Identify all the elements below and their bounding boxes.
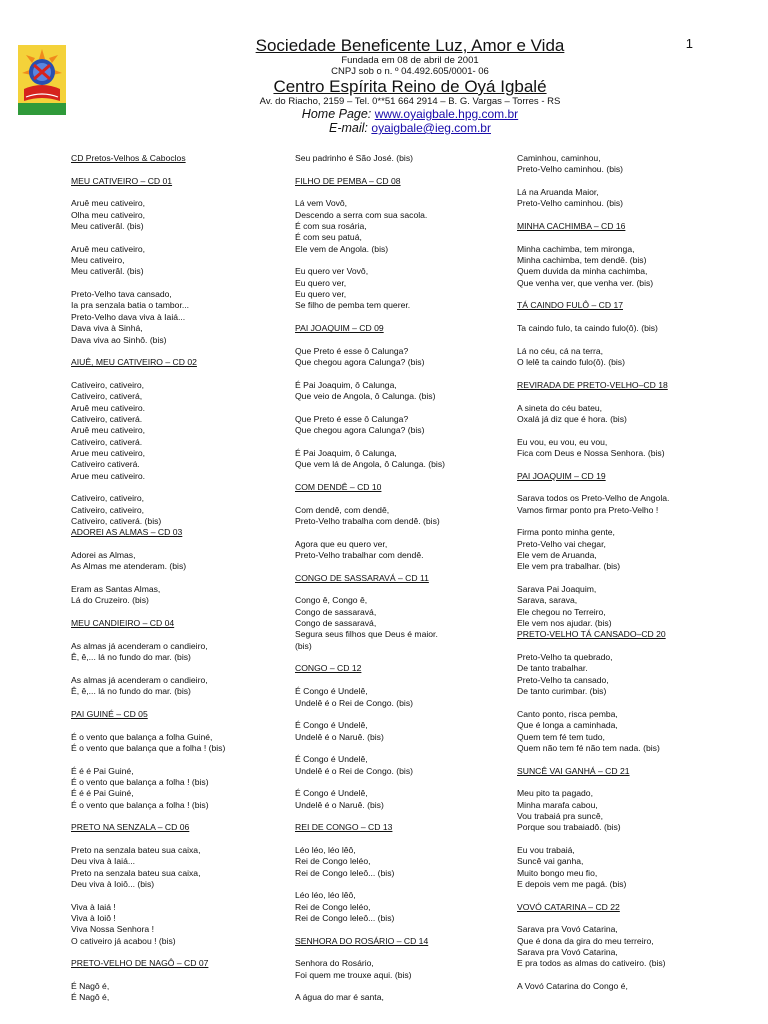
- email-label: E-mail:: [329, 121, 372, 135]
- song-line: Cativeiro, cativerá. (bis): [71, 516, 162, 526]
- block-gap: [295, 652, 505, 663]
- song-line: Ia pra senzala batia o tambor...: [71, 300, 189, 311]
- song-block: [71, 822, 281, 958]
- song-line: O lelê ta caindo fulo(ô). (bis): [517, 357, 625, 368]
- stanza-gap: [71, 232, 281, 243]
- song-block: [71, 153, 281, 164]
- song-line: Que é longa a caminhada,: [517, 720, 618, 731]
- song-line: Eram as Santas Almas,: [71, 584, 161, 595]
- song-block: [295, 663, 505, 822]
- song-heading: FILHO DE PEMBA – CD 08: [295, 175, 401, 186]
- letterhead: [130, 36, 690, 135]
- center-name: Centro Espírita Reino de Oyá Igbalé: [273, 77, 547, 96]
- stanza-gap: [517, 573, 724, 584]
- block-gap: [71, 607, 281, 618]
- song-heading: MEU CATIVEIRO – CD 01: [71, 175, 173, 186]
- song-line: Lá na Aruanda Maior,: [517, 187, 599, 198]
- song-heading: REVIRADA DE PRETO-VELHO–CD 18: [517, 379, 668, 390]
- song-line: Ele vem pra trabalhar. (bis): [517, 561, 621, 572]
- song-line: Senhora do Rosário,: [295, 958, 374, 969]
- song-line: É o vento que balança a folha ! (bis): [71, 776, 209, 787]
- song-line: Cativeiro, cativeiro,: [71, 379, 145, 390]
- song-line: Viva à Ioiô !: [71, 913, 116, 924]
- song-heading: COM DENDÊ – CD 10: [295, 481, 382, 492]
- song-line: O cativeiro já acabou ! (bis): [71, 935, 176, 946]
- page-number: 1: [685, 36, 693, 51]
- song-heading: REI DE CONGO – CD 13: [295, 822, 393, 833]
- song-line: Que chegou agora Calunga? (bis): [295, 357, 425, 368]
- song-line: Lá do Cruzeiro. (bis): [71, 595, 149, 606]
- song-block: [295, 936, 505, 1004]
- song-line: Com dendê, com dendê,: [295, 504, 390, 515]
- song-block: [517, 471, 724, 630]
- song-line: Dava viva ao Sinhô. (bis): [71, 334, 167, 345]
- block-gap: [295, 471, 505, 482]
- text-column-1: [71, 153, 281, 1004]
- stanza-gap: [71, 278, 281, 289]
- song-line: Undelê é o Rei de Congo. (bis): [295, 697, 413, 708]
- song-line: Segura seus filhos que Deus é maior.: [295, 629, 438, 640]
- block-gap: [517, 890, 724, 901]
- song-block: [71, 176, 281, 358]
- cnpj-number: CNPJ sob o n. º 04.492.605/0001- 06: [331, 66, 489, 77]
- song-line: Preto-Velho vai chegar,: [517, 538, 606, 549]
- song-line: Meu cativerâl. (bis): [71, 266, 144, 277]
- song-line: Lá no céu, cá na terra,: [517, 345, 603, 356]
- stanza-gap: [517, 970, 724, 981]
- stanza-gap: [517, 698, 724, 709]
- song-line: Viva Nossa Senhora !: [71, 924, 154, 935]
- stanza-gap: [517, 176, 724, 187]
- song-line: Dava viva à Sinhá,: [71, 323, 143, 334]
- homepage-label: Home Page:: [301, 107, 375, 121]
- song-line: Ele vem nos ajudar. (bis): [517, 618, 612, 629]
- song-line: Rei de Congo leleô... (bis): [295, 867, 395, 878]
- song-line: Vamos firmar ponto pra Preto-Velho !: [517, 504, 659, 515]
- song-line: É Nagô é,: [71, 992, 110, 1003]
- song-heading: PAI GUINÉ – CD 05: [71, 708, 148, 719]
- song-line: Sarava pra Vovó Catarina,: [517, 947, 618, 958]
- song-line: Cativeiro, cativeiro,: [71, 504, 145, 515]
- stanza-gap: [71, 482, 281, 493]
- song-line: Cativeiro cativerá.: [71, 459, 140, 470]
- song-line: Léo léo, léo lêô,: [295, 844, 356, 855]
- song-line: Aruê meu cativeiro.: [71, 402, 146, 413]
- stanza-gap: [71, 663, 281, 674]
- song-line: Quem não tem fé não tem nada. (bis): [517, 742, 660, 753]
- song-line: Caminhou, caminhou,: [517, 153, 601, 163]
- email-link[interactable]: oyaigbale@ieg.com.br: [371, 121, 491, 135]
- song-heading: PRETO-VELHO TÁ CANSADO–CD 20: [517, 629, 666, 640]
- song-line: Preto-Velho trabalhar com dendê.: [295, 550, 424, 561]
- song-line: Preto-Velho dava viva à Iaiá...: [71, 311, 186, 322]
- song-line: Arue meu cativeiro.: [71, 470, 146, 481]
- song-line: Eu quero ver,: [295, 277, 347, 288]
- song-line: Sarava pra Vovó Catarina,: [517, 924, 618, 935]
- block-gap: [295, 924, 505, 935]
- song-line: Cativeiro, cativerá.: [71, 436, 143, 447]
- song-line: As almas já acenderam o candieiro,: [71, 640, 208, 651]
- song-block: [295, 323, 505, 482]
- song-line: Minha marafa cabou,: [517, 799, 598, 810]
- song-line: Olha meu cativeiro,: [71, 209, 146, 220]
- song-line: Undelê é o Rei de Congo. (bis): [295, 765, 413, 776]
- stanza-gap: [517, 335, 724, 346]
- stanza-gap: [295, 255, 505, 266]
- block-gap: [295, 561, 505, 572]
- song-line: Undelê é o Naruê. (bis): [295, 799, 384, 810]
- song-line: Quem duvida da minha cachimba,: [517, 266, 648, 277]
- song-heading: PAI JOAQUIM – CD 09: [295, 323, 384, 334]
- song-line: Agora que eu quero ver,: [295, 538, 388, 549]
- song-line: Descendo a serra com sua sacola.: [295, 209, 428, 220]
- song-line: É o vento que balança a folha Guiné,: [71, 731, 213, 742]
- stanza-gap: [295, 369, 505, 380]
- block-gap: [295, 811, 505, 822]
- song-line: Se filho de pemba tem querer.: [295, 300, 411, 311]
- stanza-gap: [295, 743, 505, 754]
- block-gap: [517, 210, 724, 221]
- song-block: [71, 709, 281, 822]
- song-line: Meu pito ta pagado,: [517, 788, 593, 799]
- block-gap: [517, 754, 724, 765]
- song-line: Meu cativerâl. (bis): [71, 221, 144, 232]
- song-line: Que Preto é esse ô Calunga?: [295, 345, 409, 356]
- stanza-gap: [517, 834, 724, 845]
- stanza-gap: [71, 890, 281, 901]
- block-gap: [517, 459, 724, 470]
- song-line: Aruê meu cativeiro,: [71, 198, 146, 209]
- homepage-link[interactable]: www.oyaigbale.hpg.com.br: [374, 107, 519, 121]
- song-block: [517, 300, 724, 379]
- song-line: Canto ponto, risca pemba,: [517, 708, 618, 719]
- song-heading: CONGO DE SASSARAVÁ – CD 11: [295, 572, 429, 583]
- stanza-gap: [295, 879, 505, 890]
- stanza-gap: [295, 981, 505, 992]
- song-heading: MEU CANDIEIRO – CD 04: [71, 618, 175, 629]
- block-gap: [517, 289, 724, 300]
- block-gap: [71, 811, 281, 822]
- song-line: Ele chegou no Terreiro,: [517, 606, 606, 617]
- song-line: Congo de sassaravá,: [295, 606, 377, 617]
- song-heading: TÁ CAINDO FULÔ – CD 17: [517, 300, 624, 311]
- song-line: Preto-Velho caminhou. (bis): [517, 198, 624, 209]
- song-line: Eu quero ver Vovô,: [295, 266, 369, 277]
- song-line: É Congo é Undelê,: [295, 788, 368, 799]
- song-line: Ê, ê,... lá no fundo do mar. (bis): [71, 652, 191, 663]
- song-heading: PRETO-VELHO DE NAGÔ – CD 07: [71, 958, 209, 969]
- song-block: [295, 176, 505, 323]
- song-line: Congo de sassaravá,: [295, 618, 377, 629]
- song-line: Ta caindo fulo, ta caindo fulo(ô). (bis): [517, 323, 658, 334]
- song-heading: AIUÊ, MEU CATIVEIRO – CD 02: [71, 357, 197, 368]
- stanza-gap: [71, 573, 281, 584]
- song-line: Preto na senzala bateu sua caixa,: [71, 867, 201, 878]
- song-line: Quem tem fé tem tudo,: [517, 731, 605, 742]
- song-line: Ele vem de Aruanda,: [517, 550, 597, 561]
- song-line: É com sua rosária,: [295, 221, 367, 232]
- song-line: Preto-Velho tava cansado,: [71, 289, 172, 300]
- stanza-gap: [295, 403, 505, 414]
- society-logo-icon: [18, 45, 66, 115]
- song-line: As Almas me atenderam. (bis): [71, 561, 187, 572]
- block-gap: [71, 346, 281, 357]
- song-line: Ê, ê,... lá no fundo do mar. (bis): [71, 686, 191, 697]
- song-line: Fica com Deus e Nossa Senhora. (bis): [517, 447, 665, 458]
- song-heading: CD Pretos-Velhos & Caboclos: [71, 153, 186, 163]
- song-line: Cativeiro, cativerá,: [71, 391, 143, 402]
- song-line: É Congo é Undelê,: [295, 754, 368, 765]
- song-line: Suncê vai ganha,: [517, 856, 584, 867]
- stanza-gap: [517, 516, 724, 527]
- song-line: Que venha ver, que venha ver. (bis): [517, 277, 654, 288]
- song-block: [295, 482, 505, 573]
- song-line: É o vento que balança a folha ! (bis): [71, 799, 209, 810]
- song-line: A água do mar é santa,: [295, 992, 384, 1003]
- song-line: Viva à Iaiá !: [71, 901, 116, 912]
- song-heading: SENHORA DO ROSÁRIO – CD 14: [295, 935, 429, 946]
- society-title: Sociedade Beneficente Luz, Amor e Vida: [255, 36, 565, 55]
- email-line: [130, 121, 690, 135]
- song-block: [517, 221, 724, 300]
- block-gap: [71, 947, 281, 958]
- song-line: Ele vem de Angola. (bis): [295, 243, 389, 254]
- song-line: Congo ê, Congo ê,: [295, 595, 368, 606]
- song-line: (bis): [295, 640, 312, 651]
- song-line: Deu viva à Iaiá...: [71, 856, 136, 867]
- song-heading: PAI JOAQUIM – CD 19: [517, 470, 606, 481]
- song-line: Firma ponto minha gente,: [517, 527, 615, 538]
- song-line: Minha cachimba, tem mironga,: [517, 243, 635, 254]
- song-line: Muito bongo meu fio,: [517, 867, 598, 878]
- song-block: [71, 527, 281, 618]
- song-line: Lá vem Vovô,: [295, 198, 348, 209]
- song-line: As almas já acenderam o candieiro,: [71, 674, 208, 685]
- song-block: [71, 618, 281, 709]
- song-line: Sarava todos os Preto-Velho de Angola.: [517, 493, 670, 504]
- song-line: Undelê é o Naruê. (bis): [295, 731, 384, 742]
- song-line: É Pai Joaquim, ô Calunga,: [295, 447, 397, 458]
- song-line: De tanto curimbar. (bis): [517, 686, 607, 697]
- song-line: Aruê meu cativeiro,: [71, 243, 146, 254]
- stanza-gap: [295, 709, 505, 720]
- song-line: É com seu patuá,: [295, 232, 362, 243]
- song-block: [517, 902, 724, 993]
- song-line: Que vem lá de Angola, ô Calunga. (bis): [295, 459, 446, 470]
- song-line: Que chegou agora Calunga? (bis): [295, 425, 425, 436]
- song-line: Preto-Velho trabalha com dendê. (bis): [295, 516, 440, 526]
- song-block: [71, 357, 281, 527]
- song-line: Cativeiro, cativerá.: [71, 413, 143, 424]
- song-line: É é é Pai Guiné,: [71, 788, 134, 799]
- song-line: Eu quero ver,: [295, 289, 347, 300]
- song-block: [517, 153, 724, 221]
- song-block: [517, 380, 724, 471]
- song-line: É Congo é Undelê,: [295, 720, 368, 731]
- song-line: Que Preto é esse ô Calunga?: [295, 413, 409, 424]
- song-line: De tanto trabalhar.: [517, 663, 588, 674]
- song-line: É o vento que balança que a folha ! (bis): [71, 742, 226, 753]
- song-line: Preto-Velho caminhou. (bis): [517, 164, 624, 175]
- song-line: É é é Pai Guiné,: [71, 765, 134, 776]
- song-line: Oxalá já diz que é hora. (bis): [517, 413, 627, 424]
- song-line: É Pai Joaquim, ô Calunga,: [295, 379, 397, 390]
- song-block: [295, 153, 505, 176]
- block-gap: [517, 369, 724, 380]
- song-block: [517, 766, 724, 902]
- song-line: E pra todos as almas do cativeiro. (bis): [517, 958, 666, 969]
- song-line: A Vovó Catarina do Congo é,: [517, 981, 628, 992]
- song-heading: VOVÓ CATARINA – CD 22: [517, 901, 620, 912]
- block-gap: [295, 164, 505, 175]
- address: Av. do Riacho, 2159 – Tel. 0**51 664 2914 – B. G. Vargas – Torres - RS: [259, 96, 561, 107]
- block-gap: [295, 312, 505, 323]
- song-line: A sineta do céu bateu,: [517, 402, 603, 413]
- song-line: Foi quem me trouxe aqui. (bis): [295, 969, 412, 980]
- song-heading: SUNCÊ VAI GANHÁ – CD 21: [517, 765, 630, 776]
- song-line: Preto na senzala bateu sua caixa,: [71, 844, 201, 855]
- song-line: Preto-Velho ta cansado,: [517, 674, 609, 685]
- block-gap: [71, 698, 281, 709]
- stanza-gap: [295, 777, 505, 788]
- song-block: [295, 573, 505, 664]
- song-line: Sarava Pai Joaquim,: [517, 584, 597, 595]
- song-line: É Congo é Undelê,: [295, 686, 368, 697]
- song-heading: PRETO NA SENZALA – CD 06: [71, 822, 190, 833]
- text-column-2: [295, 153, 505, 1004]
- stanza-gap: [71, 754, 281, 765]
- song-line: Meu cativeiro,: [71, 255, 125, 266]
- song-line: E depois vem me pagá. (bis): [517, 879, 627, 889]
- song-line: Deu viva à Ioiô... (bis): [71, 879, 155, 889]
- song-line: Eu vou, eu vou, eu vou,: [517, 436, 608, 447]
- song-line: Que é dona da gira do meu terreiro,: [517, 935, 654, 946]
- song-block: [71, 958, 281, 1003]
- song-line: Minha cachimba, tem dendê. (bis): [517, 255, 647, 266]
- song-line: Que veio de Angola, ô Calunga. (bis): [295, 391, 436, 402]
- song-line: Rei de Congo leléo,: [295, 901, 371, 912]
- song-line: Seu padrinho é São José. (bis): [295, 153, 413, 163]
- song-line: Rei de Congo leleô... (bis): [295, 913, 395, 924]
- song-heading: MINHA CACHIMBA – CD 16: [517, 221, 626, 232]
- song-line: É Nagô é,: [71, 981, 110, 992]
- song-line: Rei de Congo leléo,: [295, 856, 371, 867]
- song-line: Vou trabaiá pra suncê,: [517, 810, 603, 821]
- song-block: [517, 629, 724, 765]
- song-line: Eu vou trabaiá,: [517, 844, 575, 855]
- founded-date: Fundada em 08 de abril de 2001: [341, 55, 479, 66]
- song-line: Preto-Velho ta quebrado,: [517, 652, 613, 663]
- song-line: Cativeiro, cativeiro,: [71, 493, 145, 504]
- song-block: [295, 822, 505, 935]
- text-column-3: [517, 153, 724, 992]
- homepage-line: [130, 107, 690, 121]
- song-line: Aruê meu cativeiro,: [71, 425, 146, 436]
- stanza-gap: [295, 437, 505, 448]
- song-heading: ADOREI AS ALMAS – CD 03: [71, 527, 183, 538]
- song-line: Léo léo, léo lêô,: [295, 890, 356, 901]
- song-line: Arue meu cativeiro,: [71, 447, 146, 458]
- stanza-gap: [517, 425, 724, 436]
- song-line: Porque sou trabaiadô. (bis): [517, 822, 621, 833]
- song-line: Adorei as Almas,: [71, 550, 136, 561]
- song-line: Sarava, sarava,: [517, 595, 578, 606]
- song-heading: CONGO – CD 12: [295, 663, 362, 674]
- stanza-gap: [295, 527, 505, 538]
